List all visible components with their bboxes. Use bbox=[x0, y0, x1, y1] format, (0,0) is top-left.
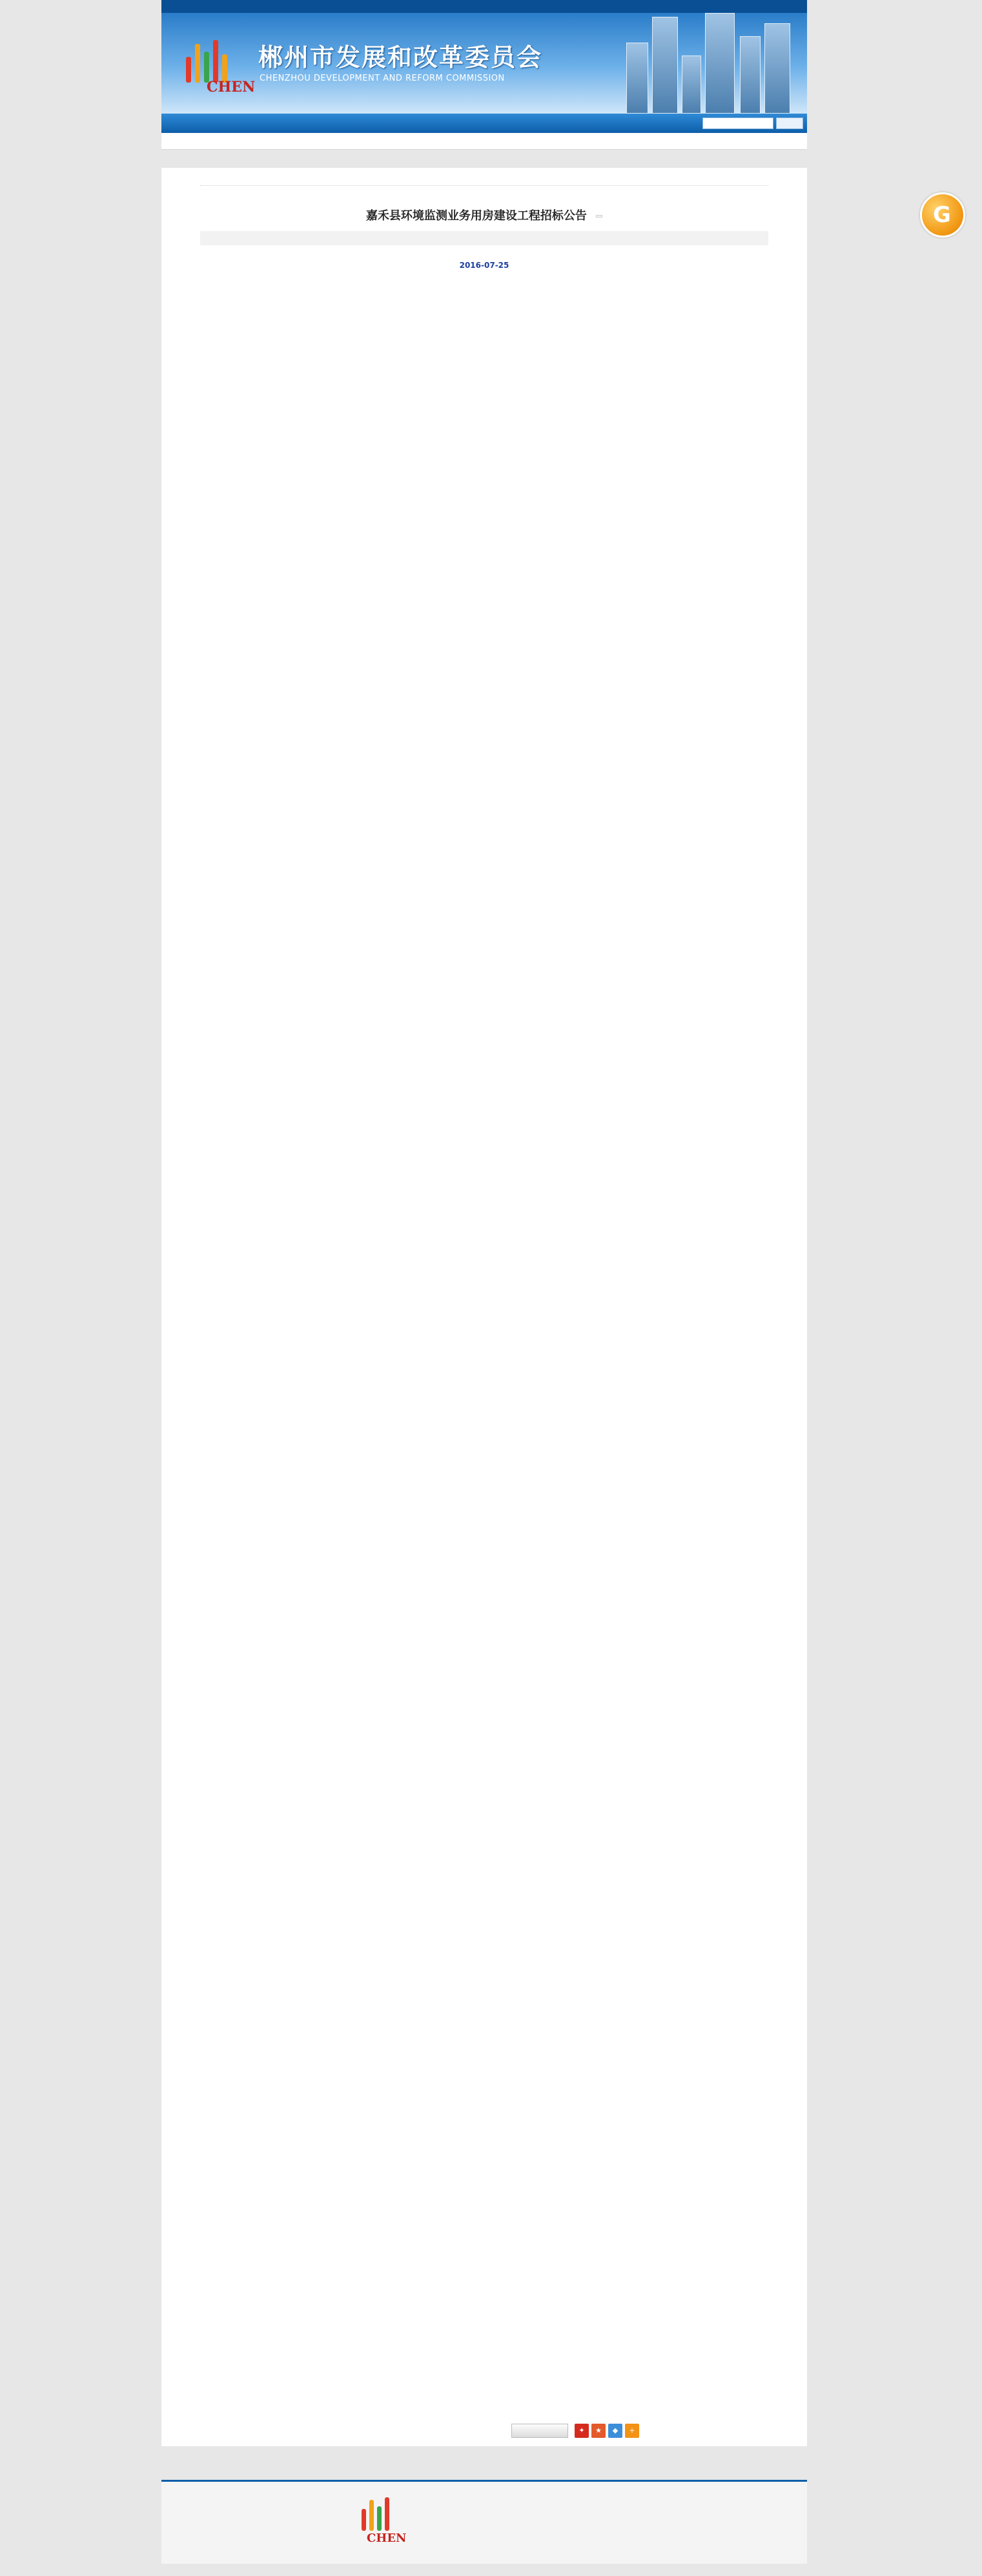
article-section bbox=[319, 555, 661, 574]
share-more-icon[interactable]: + bbox=[625, 2424, 639, 2438]
article-section bbox=[319, 349, 661, 368]
article-section bbox=[319, 323, 661, 342]
site-banner bbox=[161, 13, 807, 114]
footer-logo bbox=[355, 2496, 407, 2548]
share-chip[interactable] bbox=[596, 215, 602, 218]
article-section bbox=[319, 297, 661, 316]
breadcrumb bbox=[200, 173, 768, 186]
floating-share-icon[interactable]: G bbox=[920, 192, 965, 238]
footer-logo-text: CHEN bbox=[367, 2531, 407, 2545]
search-input[interactable] bbox=[702, 117, 773, 129]
article-section bbox=[319, 529, 661, 549]
article-body bbox=[319, 290, 661, 578]
page-wrapper bbox=[161, 0, 807, 2435]
article-date: 2016-07-25 bbox=[459, 261, 509, 270]
article-section bbox=[319, 478, 661, 497]
site-search bbox=[700, 117, 807, 129]
site-subtitle: CHENZHOU DEVELOPMENT AND REFORM COMMISSION bbox=[260, 74, 505, 83]
share-tencent-icon[interactable]: ◆ bbox=[608, 2424, 622, 2438]
article-section bbox=[319, 503, 661, 523]
search-button[interactable] bbox=[776, 117, 803, 129]
site-logo[interactable] bbox=[181, 31, 256, 102]
article-section bbox=[319, 400, 661, 420]
article-section bbox=[319, 426, 661, 445]
date-bar bbox=[161, 133, 807, 150]
skyline-image bbox=[613, 13, 807, 114]
share-qzone-icon[interactable]: ★ bbox=[591, 2424, 606, 2438]
article-title-text: 嘉禾县环境监测业务用房建设工程招标公告 bbox=[365, 209, 587, 223]
logo-text: CHEN bbox=[207, 79, 256, 96]
site-title: 郴州市发展和改革委员会 bbox=[258, 43, 543, 72]
main-nav bbox=[161, 114, 807, 133]
article-section bbox=[319, 452, 661, 471]
top-link-bar bbox=[161, 0, 807, 13]
floating-share-widget[interactable] bbox=[920, 192, 970, 262]
share-tools bbox=[445, 2424, 639, 2449]
article-panel bbox=[161, 168, 807, 2446]
share-weibo-icon[interactable]: ✦ bbox=[575, 2424, 589, 2438]
article-meta bbox=[200, 231, 768, 245]
site-footer bbox=[161, 2480, 807, 2564]
share-button[interactable] bbox=[511, 2424, 568, 2438]
article-section bbox=[319, 374, 661, 394]
article-title bbox=[161, 207, 807, 223]
